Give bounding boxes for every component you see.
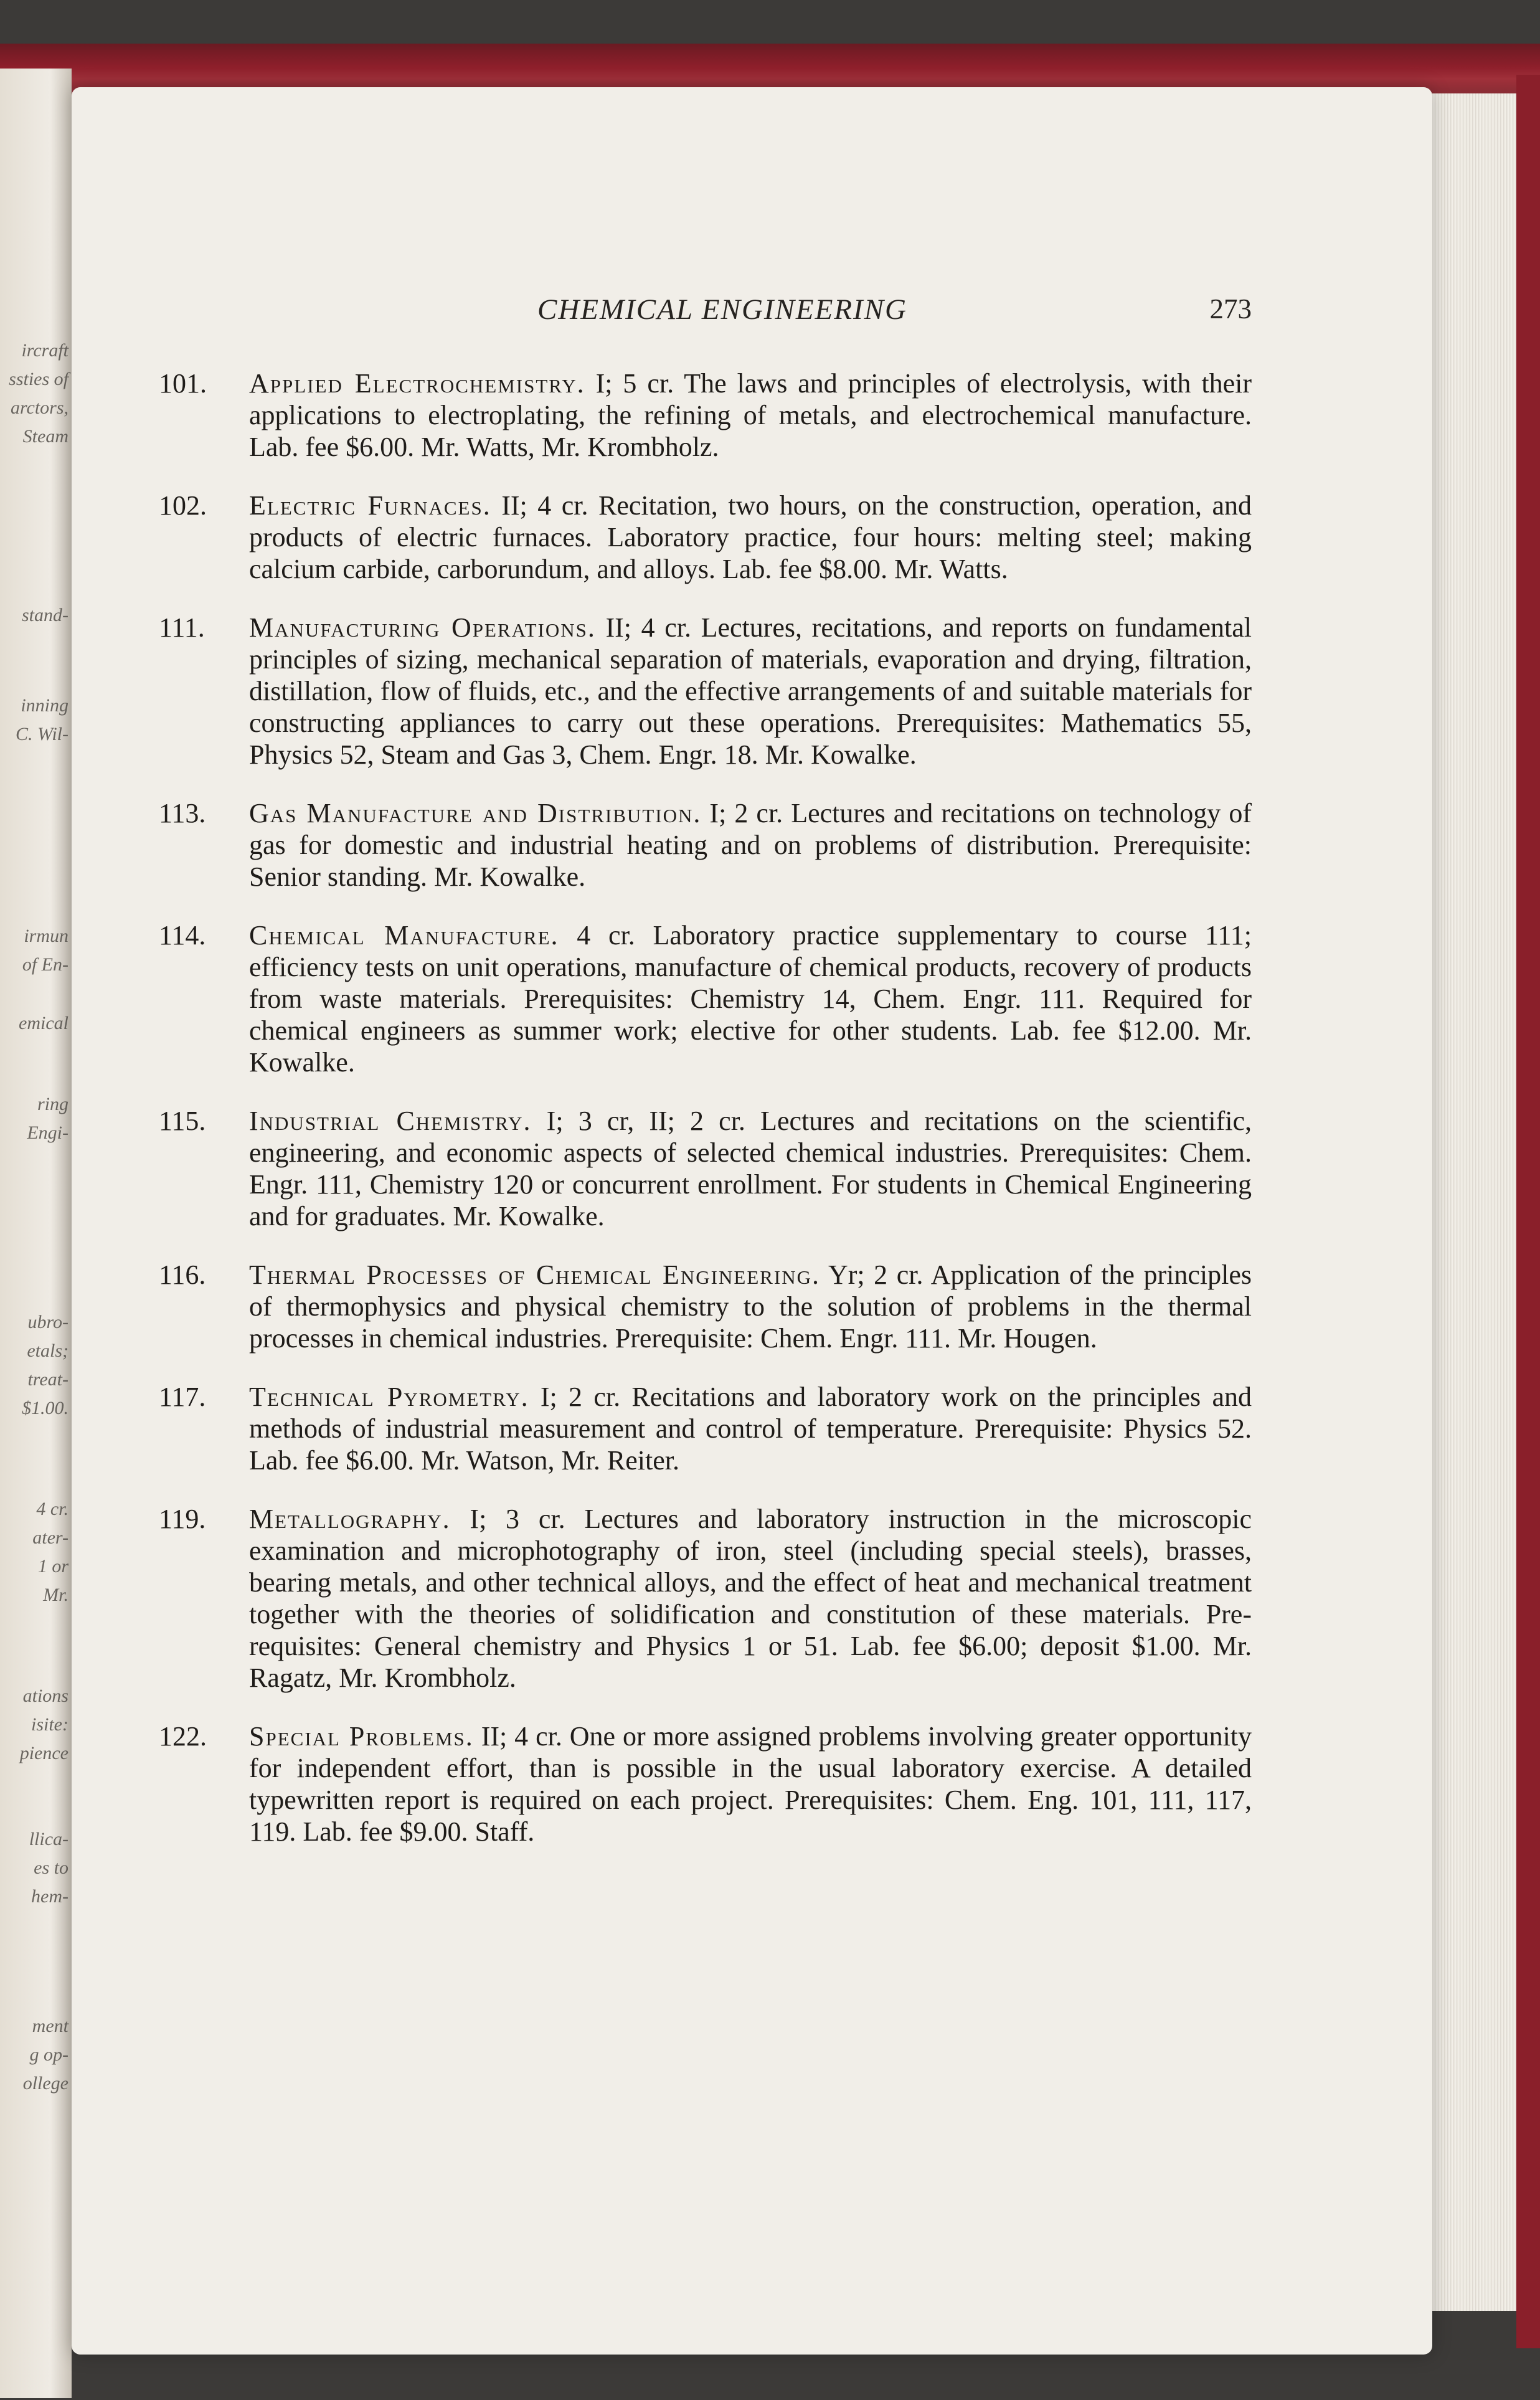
margin-fragment: Mr. [43, 1585, 68, 1605]
course-number: 116. [159, 1259, 206, 1290]
course-list [159, 368, 1252, 1874]
course-description [249, 1259, 1252, 1354]
course-entry [159, 1105, 1252, 1232]
course-description [249, 919, 1252, 1078]
page-number: 273 [1209, 293, 1252, 325]
course-title: Special Problems. [249, 1721, 474, 1752]
course-text: 4 cr. Laboratory practice supplementary to course 111; efficiency tests on unit operations, manufacture of chemical products, recovery of products from waste materials. Prerequisites: Chemistry 14, Chem. Engr. 111. Required for chemical engineers as summer work; elective for other students. Lab. fee $12.00. Mr. Kowalke. [249, 920, 1252, 1078]
running-header [486, 293, 1252, 336]
margin-fragment: hem- [31, 1886, 68, 1907]
course-title: Gas Manufacture and Distribution. [249, 798, 702, 828]
margin-fragment: ater- [32, 1527, 68, 1548]
course-number: 122. [159, 1721, 207, 1752]
margin-fragment: ubro- [27, 1312, 68, 1332]
margin-fragment: arctors, [10, 397, 68, 418]
course-number: 114. [159, 920, 206, 951]
course-entry [159, 1503, 1252, 1694]
course-number: 101. [159, 368, 207, 399]
facing-page-edge [0, 69, 72, 2398]
margin-fragment: stand- [22, 605, 68, 625]
course-title: Manufacturing Operations. [249, 612, 596, 643]
course-description [249, 1105, 1252, 1232]
course-text: II; 4 cr. Recitation, two hours, on the construction, operation, and products of electric furnaces. Laboratory practice, four hours: melting steel; making calcium carbide, carborundum, and alloys. Lab. fee $8.00. Mr. Watts. [249, 490, 1252, 584]
margin-fragment: 1 or [37, 1556, 68, 1577]
margin-fragment: isite: [31, 1714, 68, 1735]
course-entry [159, 612, 1252, 771]
course-description [249, 490, 1252, 585]
course-text: II; 4 cr. One or more assigned problems involving greater opportunity for independent effort, than is possible in the usual laboratory exercise. A detailed typewritten report is required on each project. Prerequisites: Chem. Eng. 101, 111, 117, 119. Lab. fee $9.00. Staff. [249, 1721, 1252, 1847]
course-title: Industrial Chemistry. [249, 1106, 532, 1136]
margin-fragment: llica- [29, 1829, 68, 1849]
course-description [249, 612, 1252, 771]
course-title: Metallography. [249, 1504, 451, 1534]
course-text: I; 3 cr, II; 2 cr. Lectures and recitations on the scientific, engineering, and economic aspects of selected chemical industries. Prerequisites: Chem. Engr. 111, Chemistry 120 or concurrent enrollment. For students in Chemical Engineering and for graduates. Mr. Kowalke. [249, 1106, 1252, 1231]
course-description [249, 797, 1252, 893]
course-title: Thermal Processes of Chemical Engineering. [249, 1259, 821, 1290]
margin-fragment: C. Wil- [15, 724, 68, 744]
margin-fragment: es to [34, 1857, 68, 1878]
course-description [249, 368, 1252, 463]
course-text: I; 2 cr. Recitations and laboratory work on the principles and methods of industrial measurement and control of temperature. Prerequisite: Physics 52. Lab. fee $6.00. Mr. Watson, Mr. Reiter. [249, 1382, 1252, 1476]
margin-fragment: of En- [22, 954, 68, 975]
margin-fragment: emical [19, 1013, 68, 1033]
margin-fragment: ollege [22, 2073, 68, 2094]
margin-fragment: ment [32, 2016, 68, 2036]
course-title: Technical Pyrometry. [249, 1382, 529, 1412]
margin-fragment: Engi- [27, 1122, 68, 1143]
course-number: 102. [159, 490, 207, 521]
course-text: I; 2 cr. Lectures and recitations on technology of gas for domestic and industrial heating and on problems of distribution. Prerequisite: Senior standing. Mr. Kowalke. [249, 798, 1252, 892]
book-cover-edge [1516, 75, 1540, 2348]
margin-fragment: etals; [27, 1340, 68, 1361]
course-description [249, 1381, 1252, 1476]
course-entry [159, 1259, 1252, 1354]
course-number: 111. [159, 612, 205, 643]
course-entry [159, 1381, 1252, 1476]
margin-fragment: $1.00. [22, 1398, 68, 1418]
course-number: 117. [159, 1382, 206, 1412]
running-title: CHEMICAL ENGINEERING [537, 293, 907, 326]
margin-fragment: treat- [27, 1369, 68, 1390]
margin-fragment: g op- [29, 2044, 68, 2065]
course-text: II; 4 cr. Lectures, recitations, and reports on fundamental principles of sizing, mechanical separation of materials, evaporation and drying, filtration, distillation, flow of fluids, etc., and the effective arrangements of and suitable materials for constructing appliances to carry out these operations. Prerequisites: Mathematics 55, Physics 52, Steam and Gas 3, Chem. Engr. 18. Mr. Kowalke. [249, 612, 1252, 770]
margin-fragment: ircraft [21, 340, 68, 361]
margin-fragment: irmun [24, 926, 68, 946]
course-description [249, 1720, 1252, 1847]
course-entry [159, 490, 1252, 585]
margin-fragment: 4 cr. [36, 1499, 68, 1519]
margin-fragment: ssties of [9, 369, 68, 389]
course-entry [159, 368, 1252, 463]
margin-fragment: pience [19, 1743, 68, 1763]
course-text: I; 5 cr. The laws and principles of electrolysis, with their applications to electroplating, the refining of metals, and electrochemical manufacture. Lab. fee $6.00. Mr. Watts, Mr. Krombholz. [249, 368, 1252, 462]
course-title: Applied Electrochemistry. [249, 368, 585, 399]
course-entry [159, 797, 1252, 893]
course-number: 115. [159, 1106, 206, 1136]
course-text: I; 3 cr. Lectures and laboratory instruction in the microscopic examination and microphotography of iron, steel (including special steels), brasses, bearing metals, and other technical alloys, and the effect of heat and mechanical treatment together with the theories of solidification and constitution of these materials. Prerequisites: General chemistry and Physics 1 or 51. Lab. fee $6.00; deposit $1.00. Mr. Ragatz, Mr. Krombholz. [249, 1504, 1252, 1693]
course-title: Chemical Manufacture. [249, 920, 559, 951]
margin-fragment: Steam [22, 426, 68, 447]
margin-fragment: ations [22, 1686, 68, 1706]
course-entry [159, 919, 1252, 1078]
course-text: Yr; 2 cr. Application of the principles of thermophysics and physical chemistry to the solution of problems in the thermal processes in chemical industries. Prerequisite: Chem. Engr. 111. Mr. Hougen. [249, 1259, 1252, 1354]
margin-fragment: ring [37, 1094, 68, 1114]
course-number: 119. [159, 1504, 206, 1534]
course-description [249, 1503, 1252, 1694]
page-stack-edge [1426, 93, 1519, 2311]
course-entry [159, 1720, 1252, 1847]
margin-fragment: inning [21, 695, 68, 716]
course-title: Electric Furnaces. [249, 490, 491, 521]
course-number: 113. [159, 798, 206, 828]
